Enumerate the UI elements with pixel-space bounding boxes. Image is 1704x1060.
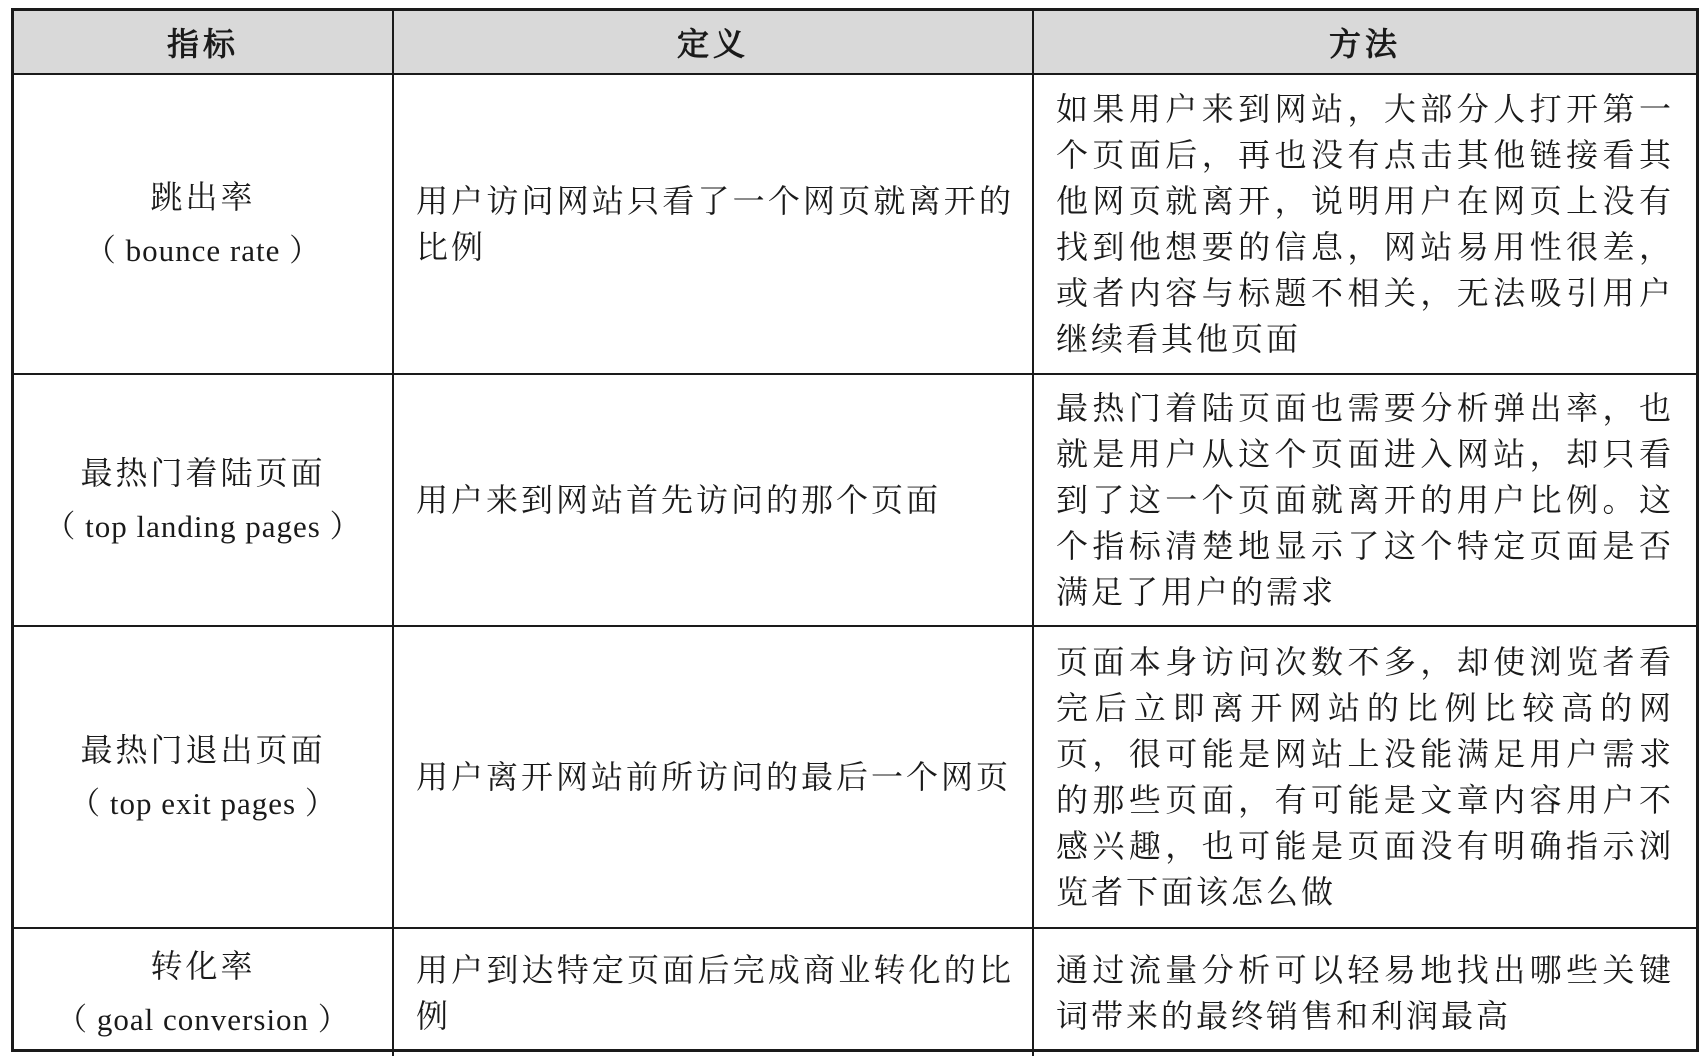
metric-name-en: （ top exit pages ） (69, 786, 337, 821)
metrics-table (14, 11, 1696, 1056)
definition-cell: 用户到达特定页面后完成商业转化的比例 (393, 928, 1033, 1056)
definition-cell: 用户访问网站只看了一个网页就离开的比例 (393, 74, 1033, 374)
metric-cell (14, 626, 393, 928)
method-cell: 通过流量分析可以轻易地找出哪些关键词带来的最终销售和利润最高 (1056, 950, 1674, 1035)
header-metric: 指标 (14, 11, 393, 74)
table-row (14, 928, 1696, 1056)
definition-cell: 用户离开网站前所访问的最后一个网页 (393, 626, 1033, 928)
header-method: 方法 (1033, 11, 1696, 74)
metric-name-zh: 转化率 (150, 946, 256, 985)
metric-cell (14, 928, 393, 1056)
table-header-row (14, 11, 1696, 74)
metric-cell (14, 374, 393, 626)
metric-name-en: （ bounce rate ） (84, 233, 322, 268)
definition-cell: 用户来到网站首先访问的那个页面 (393, 374, 1033, 626)
metric-name-zh: 跳出率 (150, 178, 256, 216)
table-row (14, 74, 1696, 374)
method-cell: 最热门着陆页面也需要分析弹出率，也就是用户从这个页面进入网站，却只看到了这一个页面就离开的用户比例。这个指标清楚地显示了这个特定页面是否满足了用户的需求 (1033, 374, 1696, 626)
table-row (14, 626, 1696, 928)
header-definition: 定义 (393, 11, 1033, 74)
metric-name-en: （ top landing pages ） (44, 509, 362, 544)
metric-name-zh: 最热门退出页面 (80, 731, 326, 769)
method-cell: 页面本身访问次数不多，却使浏览者看完后立即离开网站的比例比较高的网页，很可能是网站上没能满足用户需求的那些页面，有可能是文章内容用户不感兴趣，也可能是页面没有明确指示浏览者下面该怎么做 (1033, 626, 1696, 928)
metric-name-en: （ goal conversion ） (56, 1001, 350, 1037)
metric-cell (14, 74, 393, 374)
metric-name-zh: 最热门着陆页面 (80, 454, 326, 492)
table-row (14, 374, 1696, 626)
method-cell: 如果用户来到网站，大部分人打开第一个页面后，再也没有点击其他链接看其他网页就离开，说明用户在网页上没有找到他想要的信息，网站易用性很差，或者内容与标题不相关，无法吸引用户继续看其他页面 (1033, 74, 1696, 374)
metrics-table-frame (11, 8, 1699, 1052)
